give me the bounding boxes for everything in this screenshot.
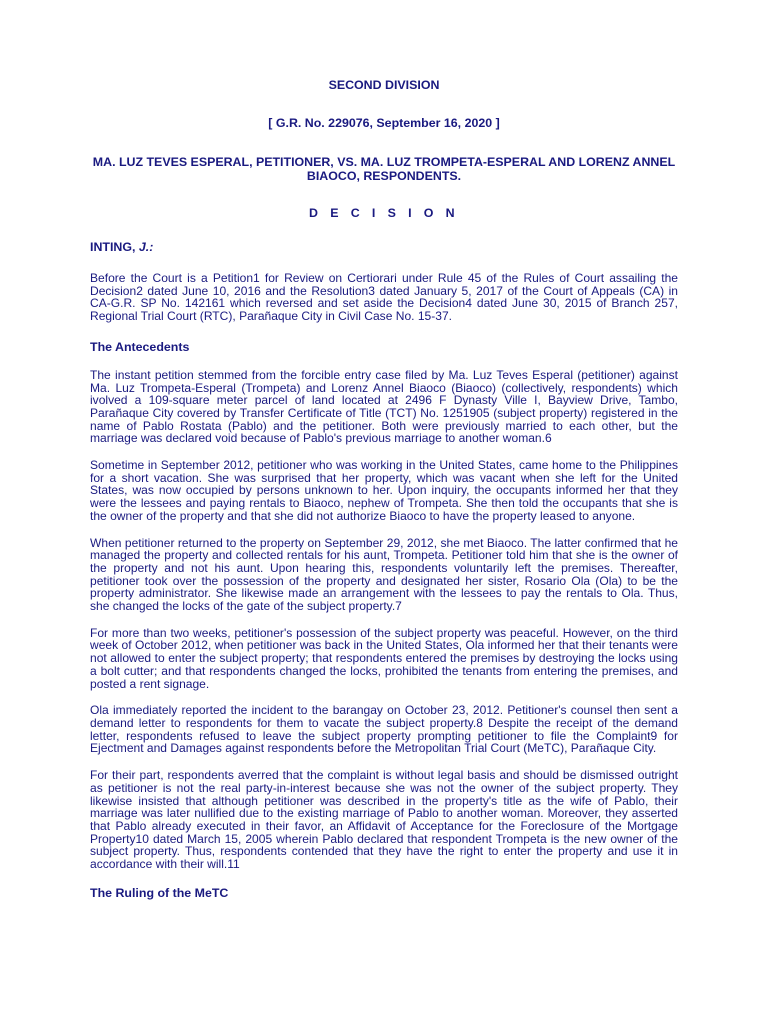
antecedents-paragraph: Ola immediately reported the incident to the barangay on October 23, 2012. Petitioner's counsel then sent a demand letter to respondents for them to vacate the subject property.8 Despite the receipt of the demand letter, respondents refused to leave the subject property prompting petitioner to file the Complaint9 for Ejectment and Damages against respondents before the Metropolitan Trial Court (MeTC), Parañaque City.: [90, 703, 678, 756]
intro-paragraph: Before the Court is a Petition1 for Review on Certiorari under Rule 45 of the Rules of Court assailing the Decision2 dated June 10, 2016 and the Resolution3 dated January 5, 2017 of the Court of Appeals (CA) in CA-G.R. SP No. 142161 which reversed and set aside the Decision4 dated June 30, 2015 of Branch 257, Regional Trial Court (RTC), Parañaque City in Civil Case No. 15-37.: [90, 271, 678, 324]
ponente-line: [90, 240, 678, 254]
antecedents-paragraph: For their part, respondents averred that the complaint is without legal basis and should be dismissed outright as petitioner is not the real party-in-interest because she was not the owner of the subject property. They likewise insisted that although petitioner was described in the property's title as the wife of Pablo, their marriage was later nullified due to the existing marriage of Pablo to another woman. Moreover, they asserted that Pablo already executed in their favor, an Affidavit of Acceptance for the Foreclosure of the Mortgage Property10 dated March 15, 2005 wherein Pablo declared that respondent Trompeta is the new owner of the subject property. Thus, respondents contended that they have the right to enter the property and use it in accordance with their will.11: [90, 768, 678, 872]
ponente-name: INTING,: [90, 240, 136, 254]
section-heading-metc-ruling: The Ruling of the MeTC: [90, 885, 229, 900]
decision-heading: D E C I S I O N: [309, 206, 459, 220]
antecedents-paragraph: For more than two weeks, petitioner's possession of the subject property was peaceful. However, on the third week of October 2012, when petitioner was back in the United States, Ola informed her that their tenants were not allowed to enter the subject property; that respondents entered the premises by destroying the locks using a bolt cutter; and that respondents changed the locks, prohibited the tenants from entering the premises, and posted a rent signage.: [90, 625, 678, 691]
case-number: [ G.R. No. 229076, September 16, 2020 ]: [268, 116, 500, 130]
ponente-title: J.:: [138, 240, 154, 254]
antecedents-paragraph: The instant petition stemmed from the forcible entry case filed by Ma. Luz Teves Esperal (petitioner) against Ma. Luz Trompeta-Esperal (Trompeta) and Lorenz Annel Biaoco (Biaoco) (collectively, respondents) which ivolved a 109-square meter parcel of land located at 2496 F Dynasty Ville I, Bayview Drive, Tambo, Parañaque City covered by Transfer Certificate of Title (TCT) No. 1251905 (subject property) registered in the name of Pablo Rostata (Pablo) and the petitioner. Both were previously married to each other, but the marriage was declared void because of Pablo's previous marriage to another woman.6: [90, 367, 678, 446]
case-parties: MA. LUZ TEVES ESPERAL, PETITIONER, VS. MA. LUZ TROMPETA-ESPERAL AND LORENZ ANNEL BIAOCO, RESPONDENTS.: [92, 155, 676, 183]
antecedents-paragraph: Sometime in September 2012, petitioner who was working in the United States, came home to the Philippines for a short vacation. She was surprised that her property, which was vacant when she left for the United States, was now occupied by persons unknown to her. Upon inquiry, the occupants informed her that they were the lessees and paying rentals to Biaoco, nephew of Trompeta. She then told the occupants that she is the owner of the property and that she did not authorize Biaoco to have the property leased to anyone.: [90, 458, 678, 523]
document-page: [90, 0, 678, 912]
section-heading-antecedents: The Antecedents: [90, 339, 190, 354]
division-heading: SECOND DIVISION: [328, 78, 440, 92]
antecedents-paragraph: When petitioner returned to the property on September 29, 2012, she met Biaoco. The latter confirmed that he managed the property and collected rentals for his aunt, Trompeta. Petitioner told him that she is the owner of the property and not his aunt. Upon hearing this, respondents voluntarily left the premises. Thereafter, petitioner took over the possession of the property and designated her sister, Rosario Ola (Ola) to be the property administrator. She likewise made an arrangement with the lessees to pay the rentals to Ola. Thus, she changed the locks of the gate of the subject property.7: [90, 535, 678, 614]
